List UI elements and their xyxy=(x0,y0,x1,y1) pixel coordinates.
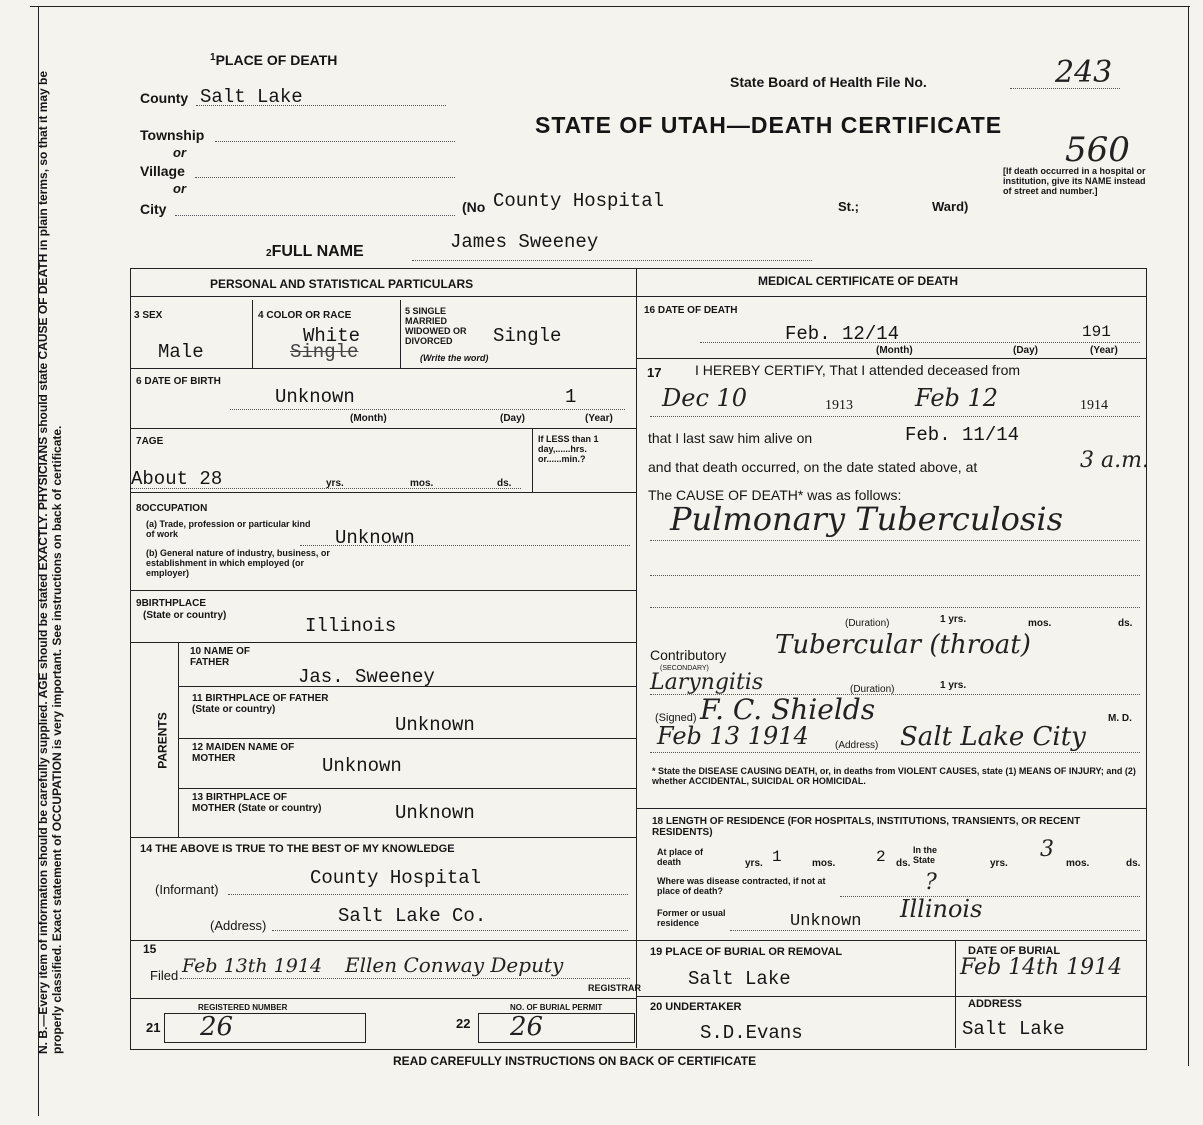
secondary-value: Laryngitis xyxy=(650,670,764,695)
burial-value: Salt Lake xyxy=(688,968,791,990)
row-divider xyxy=(130,940,636,941)
father-label: 10 NAME OF FATHER xyxy=(190,646,251,668)
row-divider xyxy=(636,940,1146,941)
burial-date-label: DATE OF BURIAL xyxy=(968,945,1061,957)
attended-to: Feb 12 xyxy=(915,384,999,412)
row-divider xyxy=(130,492,636,493)
death-day-label: (Day) xyxy=(1013,345,1039,356)
contracted-label: Where was disease contracted, if not at place of death? xyxy=(657,876,826,896)
md-label: M. D. xyxy=(1108,713,1132,724)
informant-value: County Hospital xyxy=(310,867,482,889)
mother-bp-label: 13 BIRTHPLACE OF MOTHER (State or country) xyxy=(192,792,322,814)
cause-line-2 xyxy=(650,575,1140,576)
state-ds-label: ds. xyxy=(1126,858,1141,869)
row-divider xyxy=(178,686,636,687)
dob-month-label: (Month) xyxy=(350,413,387,424)
contributory-value: Tubercular (throat) xyxy=(775,630,1031,660)
last-saw-value: Feb. 11/14 xyxy=(905,424,1020,446)
row-divider xyxy=(130,642,636,643)
handwritten-number: 560 xyxy=(1065,130,1130,170)
sex-value: Male xyxy=(158,341,204,363)
city-label: City xyxy=(140,201,167,217)
or-1: or xyxy=(173,145,186,160)
reg-no-label: REGISTERED NUMBER xyxy=(198,1003,288,1012)
birthplace-value: Illinois xyxy=(305,615,397,637)
institution-note: [If death occurred in a hospital or institution, give its NAME instead of street and number.] xyxy=(1003,166,1146,196)
death-date-label: 16 DATE OF DEATH xyxy=(644,305,738,316)
row-divider xyxy=(130,590,636,591)
full-name-line xyxy=(412,260,812,261)
death-year-prefix: 191 xyxy=(1082,323,1111,341)
center-divider xyxy=(636,268,637,1048)
county-value: Salt Lake xyxy=(200,86,303,108)
filed-by: Ellen Conway Deputy xyxy=(345,953,564,977)
no-label: (No xyxy=(462,199,486,215)
former-hand: Illinois xyxy=(900,895,983,923)
full-name-label: 2FULL NAME xyxy=(266,243,364,260)
cause-line-3 xyxy=(650,607,1140,608)
place-years: 1 xyxy=(772,848,782,866)
ward-label: Ward) xyxy=(932,199,969,214)
occupation-line xyxy=(300,545,630,546)
reg-no-box xyxy=(164,1013,366,1043)
row-divider xyxy=(130,998,636,999)
burial-label: 19 PLACE OF BURIAL OR REMOVAL xyxy=(650,946,843,958)
age-mos-label: mos. xyxy=(410,478,434,489)
race-value: White xyxy=(303,325,361,347)
dob-year-label: (Year) xyxy=(585,413,613,424)
residence-label: 18 LENGTH OF RESIDENCE (FOR HOSPITALS, INSTITUTIONS, TRANSIENTS, OR RECENT RESIDENTS) xyxy=(652,816,1081,838)
true-label: 14 THE ABOVE IS TRUE TO THE BEST OF MY KNOWLEDGE xyxy=(140,843,455,855)
place-months: 2 xyxy=(876,848,886,866)
state-yrs-label: yrs. xyxy=(990,858,1008,869)
address-value: Salt Lake Co. xyxy=(338,905,487,927)
death-date-line xyxy=(700,342,1140,343)
dob-day-label: (Day) xyxy=(500,413,526,424)
medical-header: MEDICAL CERTIFICATE OF DEATH xyxy=(758,274,958,288)
former-value: Unknown xyxy=(790,912,862,931)
contributory-label: Contributory xyxy=(650,647,727,663)
divider xyxy=(400,300,401,368)
row-divider xyxy=(636,808,1146,809)
place-ds-label: ds. xyxy=(896,858,911,869)
occupation-label: 8OCCUPATION xyxy=(136,503,208,514)
age-value: About 28 xyxy=(131,468,223,490)
father-value: Jas. Sweeney xyxy=(298,666,435,688)
place-mos-label: mos. xyxy=(812,858,836,869)
marital-write: (Write the word) xyxy=(420,353,489,363)
permit-num: 22 xyxy=(456,1016,471,1031)
parents-divider xyxy=(178,642,179,837)
dob-line xyxy=(230,409,625,410)
duration-mos-label: mos. xyxy=(1028,618,1052,629)
place-header: $^1$PLACE OF DEATH xyxy=(210,52,338,68)
attended-line xyxy=(650,416,1140,417)
city-line xyxy=(175,215,455,216)
dob-value: Unknown xyxy=(275,386,355,408)
marital-value: Single xyxy=(493,325,562,347)
duration-ds-label: ds. xyxy=(1118,618,1133,629)
death-date-value: Feb. 12/14 xyxy=(785,323,900,345)
signed-date: Feb 13 1914 xyxy=(657,722,809,750)
burial-date-value: Feb 14th 1914 xyxy=(960,955,1123,980)
last-saw-label: that I last saw him alive on xyxy=(648,430,813,446)
mother-bp-value: Unknown xyxy=(395,802,475,824)
permit-label: NO. OF BURIAL PERMIT xyxy=(510,1003,603,1012)
birthplace-sub: (State or country) xyxy=(143,610,227,621)
less-than-label: If LESS than 1 day,......hrs. or......min.? xyxy=(538,434,599,464)
duration-label: (Duration) xyxy=(845,618,890,629)
age-yrs-label: yrs. xyxy=(326,478,344,489)
address-label: (Address) xyxy=(210,918,267,933)
occupation-value: Unknown xyxy=(335,527,415,549)
race-strike: Single xyxy=(290,341,359,363)
death-month-label: (Month) xyxy=(876,345,913,356)
duration2-value: 1 yrs. xyxy=(940,680,967,691)
top-border xyxy=(30,6,1190,7)
filed-num: 15 xyxy=(143,942,157,956)
signed-line xyxy=(650,752,1140,753)
age-ds-label: ds. xyxy=(497,478,512,489)
footer-note: READ CAREFULLY INSTRUCTIONS ON BACK OF CERTIFICATE xyxy=(393,1054,757,1068)
father-bp-value: Unknown xyxy=(395,714,475,736)
filed-label: Filed xyxy=(150,968,179,983)
undertaker-address-label: ADDRESS xyxy=(968,998,1022,1010)
undertaker-label: 20 UNDERTAKER xyxy=(650,1001,742,1013)
death-year-label: (Year) xyxy=(1090,345,1118,356)
attended-from: Dec 10 xyxy=(662,384,748,412)
village-label: Village xyxy=(140,163,185,179)
side-note-text: N. B.—Every item of information should be carefully supplied. AGE should be stated EXACTLY. PHYSICIANS should state CAUSE OF DEATH in plain terms, so that it may be properly classified. Exact statement of OCCUPATION is very important. See instructions on back of certificate. xyxy=(36,70,64,1054)
county-label: County xyxy=(140,90,189,106)
row-divider xyxy=(636,358,1146,359)
state-years: 3 xyxy=(1040,837,1054,862)
occupation-b: (b) General nature of industry, business, or establishment in which employed (or employer) xyxy=(146,548,330,578)
burial-divider xyxy=(955,940,956,1048)
former-label: Former or usual residence xyxy=(657,908,726,928)
secondary-label: (SECONDARY) xyxy=(660,665,709,672)
signed-value: F. C. Shields xyxy=(700,693,876,726)
certify-label: I HEREBY CERTIFY, That I attended deceased from xyxy=(695,362,1021,378)
father-bp-label: 11 BIRTHPLACE OF FATHER (State or country) xyxy=(192,693,329,715)
page-title: STATE OF UTAH—DEATH CERTIFICATE xyxy=(535,112,1003,138)
or-2: or xyxy=(173,181,186,196)
contracted-line xyxy=(840,896,1140,897)
row-divider xyxy=(130,368,636,369)
address-line xyxy=(272,930,628,931)
reg-no-value: 26 xyxy=(200,1012,234,1042)
informant-line xyxy=(228,894,628,895)
death-time: 3 a.m. xyxy=(1080,448,1149,473)
permit-box xyxy=(478,1013,635,1043)
mother-value: Unknown xyxy=(322,755,402,777)
row-divider xyxy=(178,788,636,789)
registrar-label: REGISTRAR xyxy=(588,983,642,993)
personal-header: PERSONAL AND STATISTICAL PARTICULARS xyxy=(210,277,474,291)
side-instructions xyxy=(36,54,64,1054)
permit-value: 26 xyxy=(510,1012,544,1042)
mother-label: 12 MAIDEN NAME OF MOTHER xyxy=(192,742,295,764)
filed-line xyxy=(180,978,630,979)
cause-footnote: * State the DISEASE CAUSING DEATH, or, in deaths from VIOLENT CAUSES, state (1) MEANS OF INJURY; and (2) whether ACCIDENTAL, SUICIDAL OR HOMICIDAL. xyxy=(652,766,1136,786)
right-border xyxy=(1188,6,1189,1066)
divider xyxy=(532,428,533,492)
former-line xyxy=(730,930,1140,931)
parents-label: PARENTS xyxy=(155,712,170,769)
duration-value: 1 yrs. xyxy=(940,614,967,625)
in-state-label: In the State xyxy=(913,845,937,865)
marital-label: 5 SINGLE MARRIED WIDOWED OR DIVORCED xyxy=(405,306,467,346)
certify-num: 17 xyxy=(647,365,662,380)
divider xyxy=(252,300,253,368)
attended-to-year: 1914 xyxy=(1080,398,1108,413)
filed-value: Feb 13th 1914 xyxy=(182,955,323,977)
township-label: Township xyxy=(140,127,205,143)
occurred-label: and that death occurred, on the date stated above, at xyxy=(648,459,978,475)
occupation-a: (a) Trade, profession or particular kind of work xyxy=(146,519,311,539)
place-yrs-label: yrs. xyxy=(745,858,763,869)
township-line xyxy=(215,141,455,142)
informant-label: (Informant) xyxy=(155,882,219,897)
race-label: 4 COLOR OR RACE xyxy=(258,310,352,321)
duration2-label: (Duration) xyxy=(850,684,895,695)
st-label: St.; xyxy=(838,199,859,214)
reg-no-num: 21 xyxy=(146,1020,161,1035)
contracted-value: ? xyxy=(925,870,937,895)
signer-address-label: (Address) xyxy=(835,740,879,751)
dob-label: 6 DATE OF BIRTH xyxy=(136,376,221,387)
cause-label: The CAUSE OF DEATH* was as follows: xyxy=(648,487,902,503)
row-divider xyxy=(636,996,1146,997)
full-name-value: James Sweeney xyxy=(450,231,599,253)
header-divider xyxy=(130,296,1146,297)
row-divider xyxy=(178,738,636,739)
cause-value: Pulmonary Tuberculosis xyxy=(670,500,1063,538)
attended-from-year: 1913 xyxy=(825,398,853,413)
undertaker-address-value: Salt Lake xyxy=(962,1018,1065,1040)
state-mos-label: mos. xyxy=(1066,858,1090,869)
dob-year: 1 xyxy=(565,386,577,408)
at-place-label: At place of death xyxy=(657,847,704,867)
signed-label: (Signed) xyxy=(655,712,697,724)
birthplace-label: 9BIRTHPLACE xyxy=(136,598,207,609)
row-divider xyxy=(130,428,636,429)
signer-address: Salt Lake City xyxy=(900,722,1086,752)
row-divider xyxy=(130,837,636,838)
file-no: 243 xyxy=(1055,55,1113,90)
sex-label: 3 SEX xyxy=(134,310,163,321)
age-label: 7AGE xyxy=(136,436,164,447)
village-line xyxy=(195,177,455,178)
cause-line-1 xyxy=(650,540,1140,541)
hospital-value: County Hospital xyxy=(493,190,665,212)
undertaker-value: S.D.Evans xyxy=(700,1022,803,1044)
file-no-label: State Board of Health File No. xyxy=(730,74,927,90)
